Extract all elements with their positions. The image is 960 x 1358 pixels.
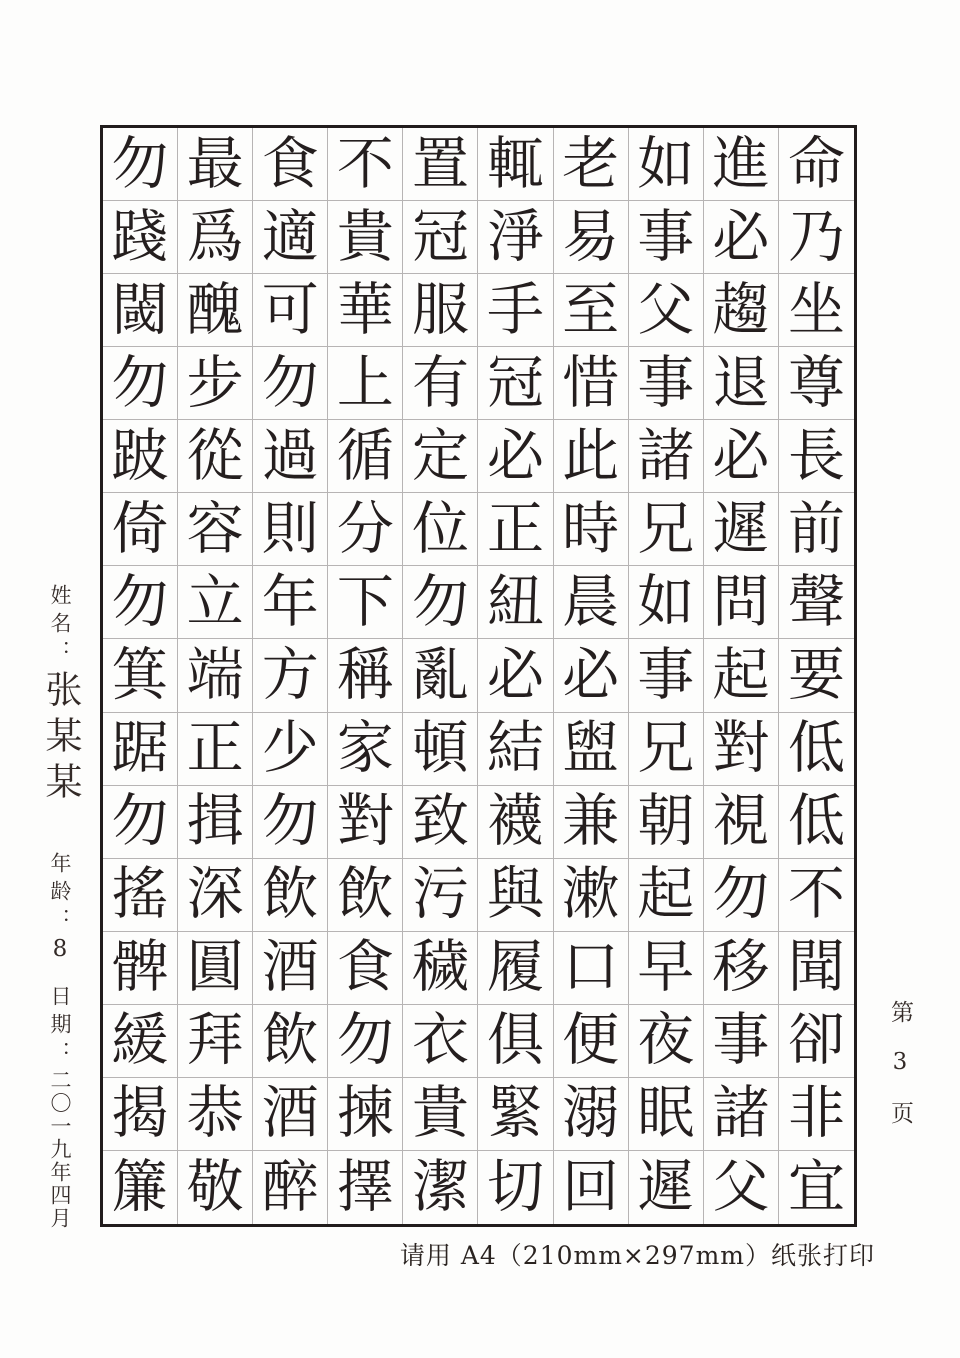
grid-cell: 步 xyxy=(178,347,253,420)
grid-cell: 必 xyxy=(704,420,779,493)
grid-cell: 家 xyxy=(328,713,403,786)
grid-cell: 冠 xyxy=(403,201,478,274)
grid-cell: 尊 xyxy=(779,347,854,420)
grid-cell: 夜 xyxy=(629,1005,704,1078)
grid-cell: 眠 xyxy=(629,1078,704,1151)
page-number-value: 3 xyxy=(887,1049,913,1101)
grid-cell: 老 xyxy=(554,128,629,201)
grid-cell: 飲 xyxy=(253,1005,328,1078)
grid-cell: 正 xyxy=(478,493,553,566)
grid-cell: 從 xyxy=(178,420,253,493)
grid-cell: 最 xyxy=(178,128,253,201)
grid-cell: 醉 xyxy=(253,1151,328,1224)
student-info xyxy=(33,584,87,1284)
grid-cell: 分 xyxy=(328,493,403,566)
grid-cell: 溺 xyxy=(554,1078,629,1151)
grid-cell: 對 xyxy=(704,713,779,786)
grid-cell: 恭 xyxy=(178,1078,253,1151)
grid-cell: 移 xyxy=(704,932,779,1005)
page-number xyxy=(884,1000,917,1150)
grid-cell: 敬 xyxy=(178,1151,253,1224)
grid-cell: 致 xyxy=(403,786,478,859)
grid-cell: 勿 xyxy=(704,859,779,932)
grid-cell: 紐 xyxy=(478,566,553,639)
grid-cell: 酒 xyxy=(253,932,328,1005)
grid-cell: 易 xyxy=(554,201,629,274)
grid-cell: 問 xyxy=(704,566,779,639)
grid-cell: 切 xyxy=(478,1151,553,1224)
grid-cell: 冠 xyxy=(478,347,553,420)
grid-cell: 履 xyxy=(478,932,553,1005)
grid-cell: 事 xyxy=(629,639,704,712)
grid-cell: 不 xyxy=(779,859,854,932)
grid-cell: 稱 xyxy=(328,639,403,712)
grid-cell: 少 xyxy=(253,713,328,786)
grid-cell: 遲 xyxy=(629,1151,704,1224)
date-label: 日期： xyxy=(48,985,72,1069)
grid-cell: 貴 xyxy=(403,1078,478,1151)
grid-cell: 命 xyxy=(779,128,854,201)
grid-cell: 揀 xyxy=(328,1078,403,1151)
age-value: 8 xyxy=(47,936,73,969)
grid-cell: 過 xyxy=(253,420,328,493)
character-grid xyxy=(100,125,857,1227)
grid-cell: 聲 xyxy=(779,566,854,639)
grid-cell: 如 xyxy=(629,128,704,201)
grid-cell: 父 xyxy=(704,1151,779,1224)
grid-cell: 進 xyxy=(704,128,779,201)
grid-cell: 搖 xyxy=(103,859,178,932)
grid-cell: 食 xyxy=(328,932,403,1005)
grid-cell: 酒 xyxy=(253,1078,328,1151)
grid-cell: 事 xyxy=(629,347,704,420)
grid-cell: 漱 xyxy=(554,859,629,932)
grid-cell: 對 xyxy=(328,786,403,859)
grid-cell: 至 xyxy=(554,274,629,347)
grid-cell: 勿 xyxy=(103,566,178,639)
grid-cell: 方 xyxy=(253,639,328,712)
grid-cell: 立 xyxy=(178,566,253,639)
grid-cell: 揭 xyxy=(103,1078,178,1151)
grid-cell: 兼 xyxy=(554,786,629,859)
grid-cell: 淨 xyxy=(478,201,553,274)
grid-cell: 起 xyxy=(629,859,704,932)
grid-cell: 爲 xyxy=(178,201,253,274)
grid-cell: 前 xyxy=(779,493,854,566)
grid-cell: 趨 xyxy=(704,274,779,347)
grid-cell: 服 xyxy=(403,274,478,347)
grid-cell: 適 xyxy=(253,201,328,274)
grid-cell: 視 xyxy=(704,786,779,859)
grid-cell: 事 xyxy=(629,201,704,274)
grid-cell: 起 xyxy=(704,639,779,712)
grid-cell: 潔 xyxy=(403,1151,478,1224)
grid-cell: 圓 xyxy=(178,932,253,1005)
grid-cell: 退 xyxy=(704,347,779,420)
grid-cell: 晨 xyxy=(554,566,629,639)
grid-cell: 倚 xyxy=(103,493,178,566)
grid-cell: 穢 xyxy=(403,932,478,1005)
grid-cell: 勿 xyxy=(328,1005,403,1078)
grid-cell: 回 xyxy=(554,1151,629,1224)
print-note: 请用 A4（210mm×297mm）纸张打印 xyxy=(399,1241,875,1270)
grid-cell: 俱 xyxy=(478,1005,553,1078)
grid-cell: 則 xyxy=(253,493,328,566)
grid-cell: 可 xyxy=(253,274,328,347)
grid-cell: 宜 xyxy=(787,1153,845,1220)
grid-cell: 箕 xyxy=(103,639,178,712)
grid-cell: 勿 xyxy=(253,786,328,859)
grid-cell: 循 xyxy=(328,420,403,493)
grid-cell: 踞 xyxy=(103,713,178,786)
grid-cell: 端 xyxy=(178,639,253,712)
grid-cell: 要 xyxy=(779,639,854,712)
grid-cell: 盥 xyxy=(554,713,629,786)
grid-cell: 不 xyxy=(328,128,403,201)
grid-cell: 勿 xyxy=(253,347,328,420)
grid-cell: 口 xyxy=(554,932,629,1005)
grid-cell: 華 xyxy=(328,274,403,347)
grid-cell: 年 xyxy=(253,566,328,639)
grid-cell: 必 xyxy=(554,639,629,712)
grid-cell: 飲 xyxy=(253,859,328,932)
grid-cell: 父 xyxy=(629,274,704,347)
grid-cell: 必 xyxy=(478,639,553,712)
grid-cell: 跛 xyxy=(103,420,178,493)
date-value: 二〇一九年四月 xyxy=(48,1069,72,1230)
grid-cell: 兄 xyxy=(629,493,704,566)
grid-cell: 遲 xyxy=(704,493,779,566)
grid-cell: 長 xyxy=(779,420,854,493)
page-number-prefix: 第 xyxy=(887,1000,913,1049)
grid-cell: 非 xyxy=(779,1078,854,1151)
grid-cell: 乃 xyxy=(779,201,854,274)
grid-cell: 惜 xyxy=(554,347,629,420)
grid-cell: 朝 xyxy=(629,786,704,859)
grid-cell: 必 xyxy=(478,420,553,493)
grid-cell: 上 xyxy=(328,347,403,420)
grid-cell: 容 xyxy=(178,493,253,566)
name-label: 姓名： xyxy=(48,584,72,668)
grid-cell: 手 xyxy=(478,274,553,347)
grid-cell: 簾 xyxy=(103,1151,178,1224)
grid-cell: 置 xyxy=(403,128,478,201)
grid-cell: 定 xyxy=(403,420,478,493)
grid-cell: 衣 xyxy=(403,1005,478,1078)
grid-cell: 擇 xyxy=(328,1151,403,1224)
grid-cell: 此 xyxy=(554,420,629,493)
grid-cell: 緊 xyxy=(478,1078,553,1151)
grid-cell: 坐 xyxy=(779,274,854,347)
grid-cell: 與 xyxy=(478,859,553,932)
grid-cell: 食 xyxy=(253,128,328,201)
grid-cell: 襪 xyxy=(478,786,553,859)
student-name: 张某某 xyxy=(39,670,82,808)
grid-cell: 髀 xyxy=(103,932,178,1005)
grid-cell: 低 xyxy=(779,786,854,859)
grid-cell: 頓 xyxy=(403,713,478,786)
grid-cell: 貴 xyxy=(328,201,403,274)
grid-cell: 正 xyxy=(178,713,253,786)
grid-cell: 醜 xyxy=(178,274,253,347)
grid-cell: 亂 xyxy=(403,639,478,712)
grid-cell: 諸 xyxy=(629,420,704,493)
grid-cell: 踐 xyxy=(103,201,178,274)
grid-cell: 位 xyxy=(403,493,478,566)
grid-cell: 輒 xyxy=(478,128,553,201)
grid-cell: 早 xyxy=(629,932,704,1005)
grid-cell: 必 xyxy=(704,201,779,274)
grid-cell: 污 xyxy=(403,859,478,932)
grid-cell: 勿 xyxy=(403,566,478,639)
grid-cell: 聞 xyxy=(779,932,854,1005)
grid-cell: 拜 xyxy=(178,1005,253,1078)
grid-cell: 如 xyxy=(629,566,704,639)
grid-cell: 有 xyxy=(403,347,478,420)
grid-cell: 低 xyxy=(779,713,854,786)
grid-cell: 揖 xyxy=(178,786,253,859)
age-label: 年龄： xyxy=(48,852,72,936)
grid-cell: 諸 xyxy=(704,1078,779,1151)
grid-cell: 事 xyxy=(704,1005,779,1078)
grid-cell: 勿 xyxy=(103,347,178,420)
grid-cell: 勿 xyxy=(103,128,178,201)
grid-cell: 飲 xyxy=(328,859,403,932)
grid-cell: 下 xyxy=(328,566,403,639)
grid-cell: 深 xyxy=(178,859,253,932)
grid-cell: 閾 xyxy=(103,274,178,347)
grid-cell: 緩 xyxy=(103,1005,178,1078)
grid-cell: 便 xyxy=(554,1005,629,1078)
grid-cell: 時 xyxy=(554,493,629,566)
grid-cell: 兄 xyxy=(629,713,704,786)
grid-cell: 卻 xyxy=(779,1005,854,1078)
grid-cell: 勿 xyxy=(103,786,178,859)
grid-cell: 結 xyxy=(478,713,553,786)
page-number-suffix: 页 xyxy=(887,1101,913,1150)
